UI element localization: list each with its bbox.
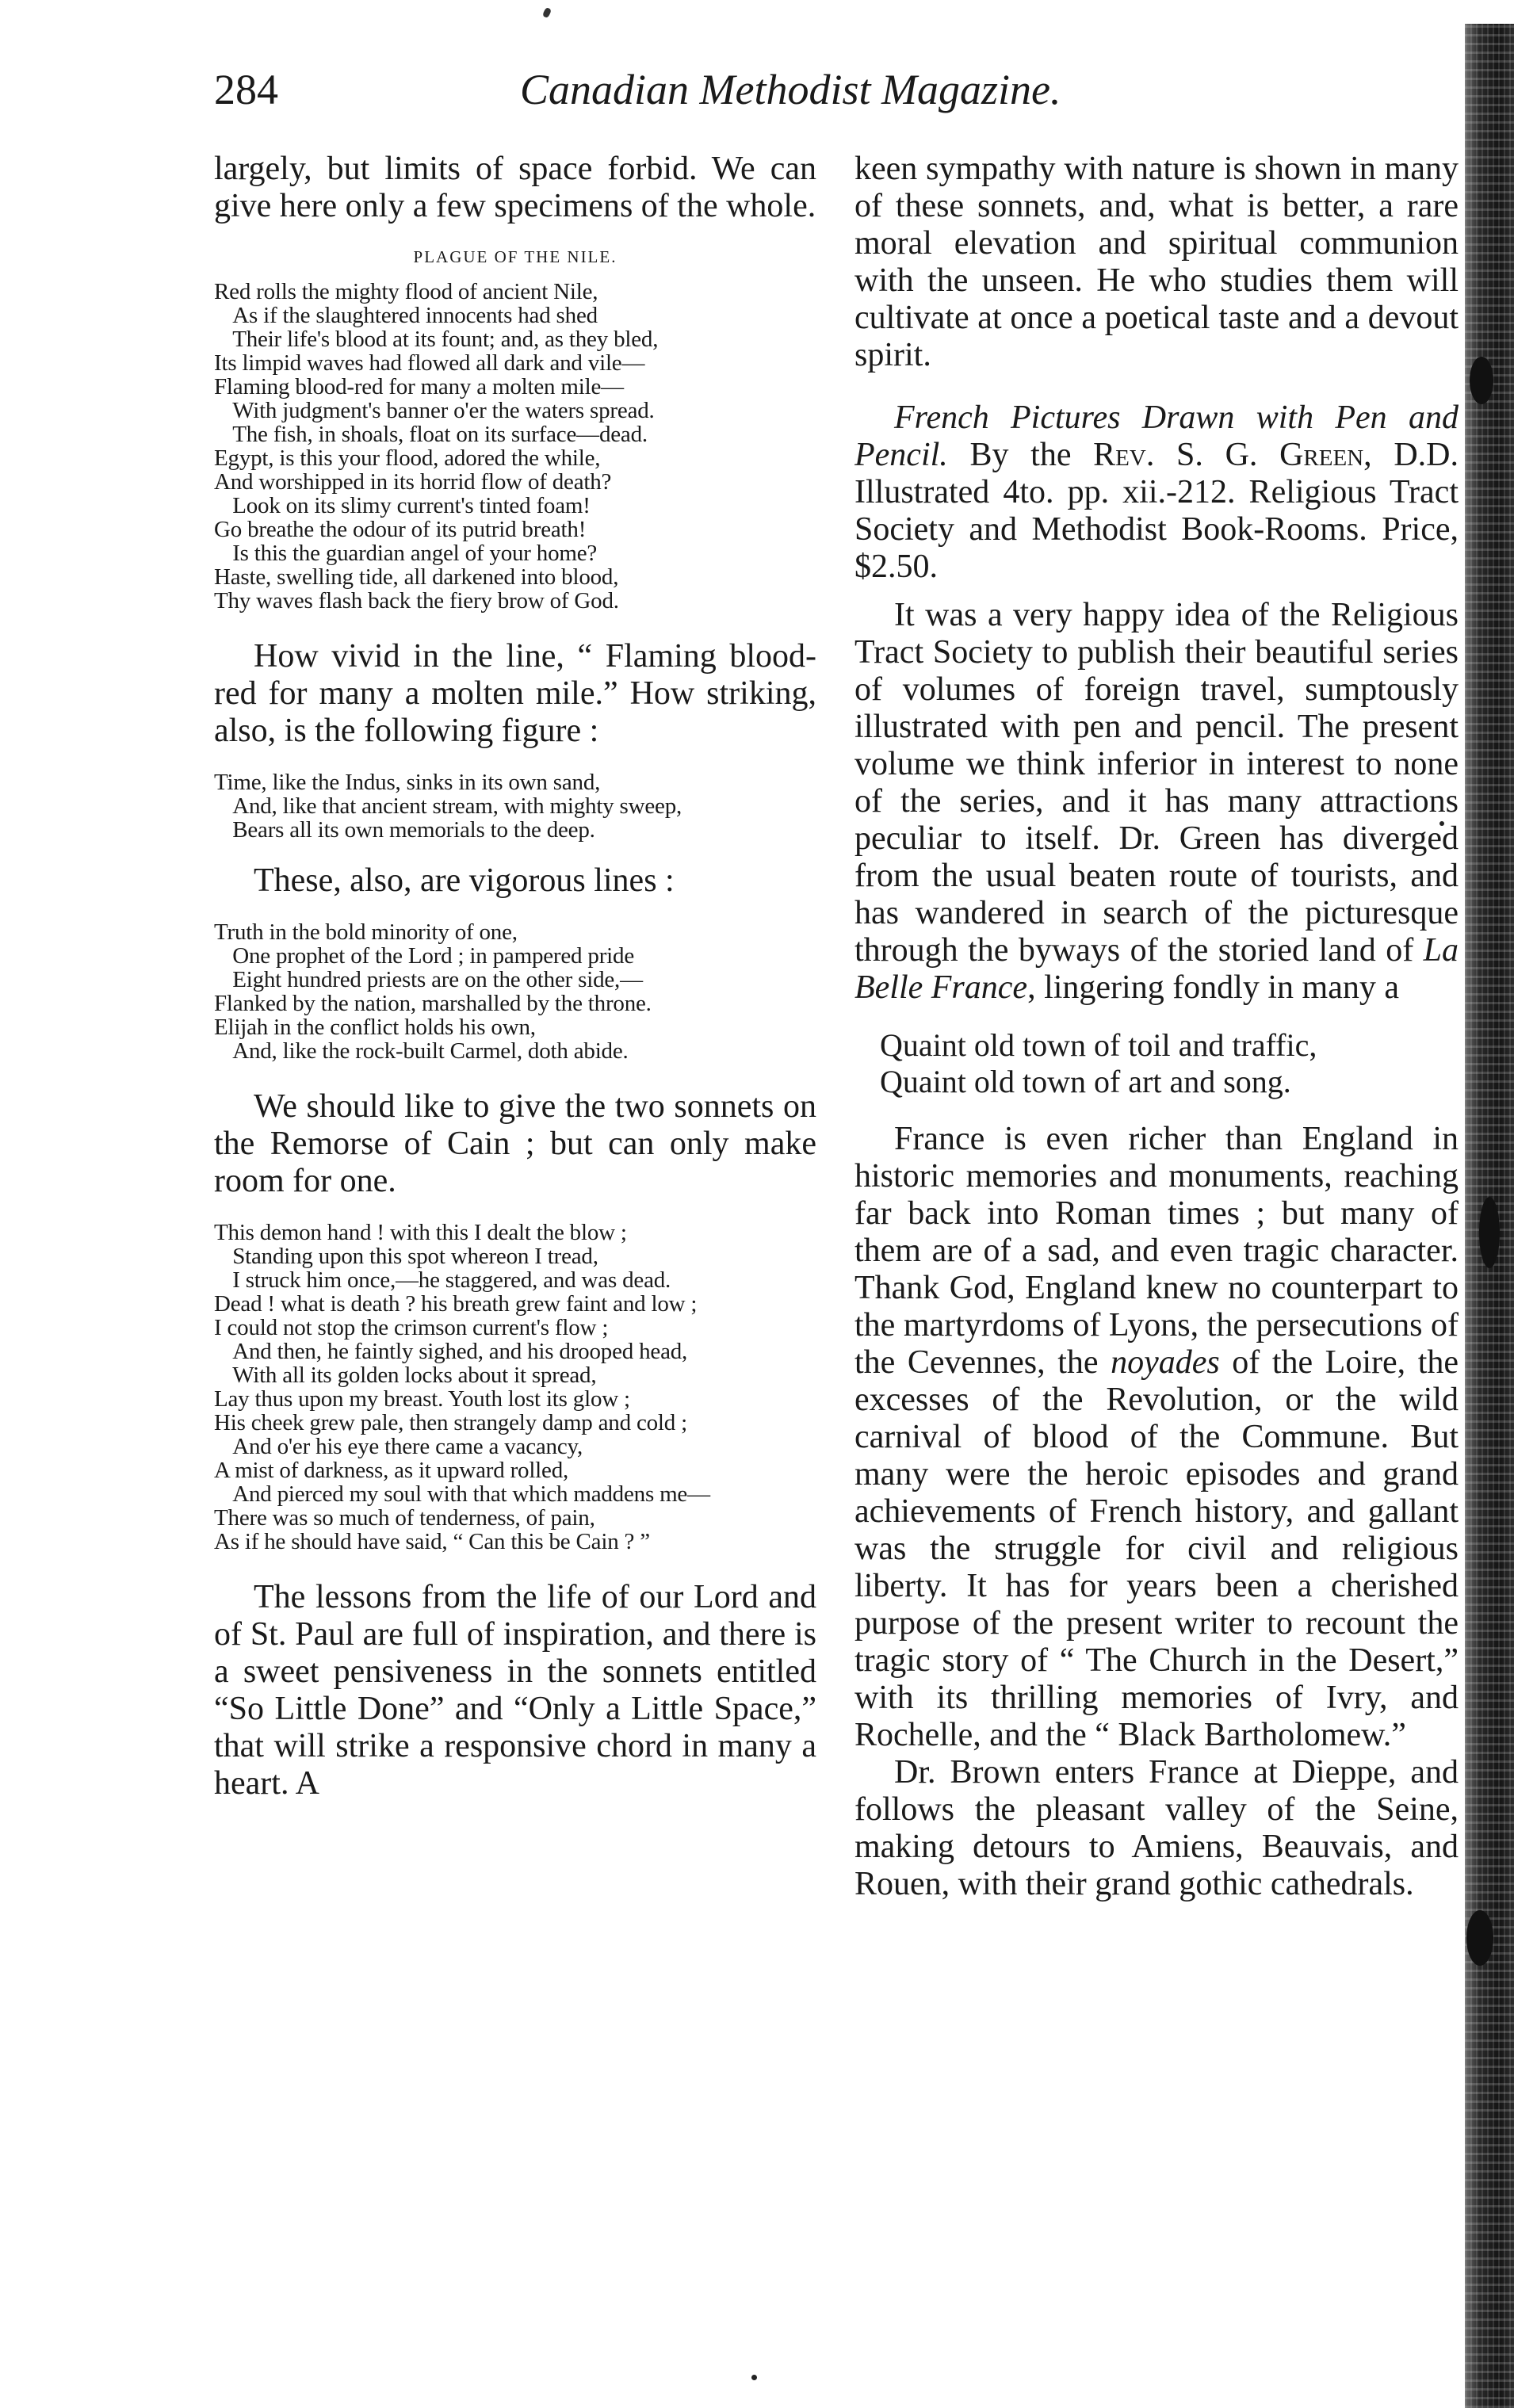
running-title: Canadian Methodist Magazine.: [520, 66, 1061, 113]
left-column: [214, 151, 816, 2394]
scan-dark-edge: [1465, 24, 1514, 2408]
scan-smudge: [1466, 1910, 1493, 1966]
paragraph: [854, 597, 1459, 1007]
verse-line: With judgment's banner o'er the waters spread.: [232, 398, 655, 423]
verse-line: Egypt, is this your flood, adored the while,: [214, 445, 601, 471]
paragraph: Dr. Brown enters France at Dieppe, and follows the pleasant valley of the Seine, making detours to Amiens, Beauvais, and Rouen, with their grand gothic cathedrals.: [854, 1754, 1459, 1902]
verse-line: One prophet of the Lord ; in pampered pride: [232, 943, 634, 969]
book-title: French Pictures Drawn with Pen and Pencil.: [854, 399, 1459, 473]
verse-line: This demon hand ! with this I dealt the blow ;: [214, 1220, 627, 1245]
paragraph: How vivid in the line, “ Flaming blood-red for many a molten mile.” How striking, also, is the following figure :: [214, 638, 816, 749]
text-run: France is even richer than England in historic memories and monuments, reaching far back into Roman times ; but many of them are of a sad, and even tragic character. Thank God, England knew no counterpart to the martyrdoms of Lyons, the persecutions of the Cevennes, the: [854, 1121, 1459, 1381]
verse-line: There was so much of tenderness, of pain,: [214, 1505, 595, 1531]
verse-line: His cheek grew pale, then strangely damp and cold ;: [214, 1410, 687, 1435]
verse-quote: [854, 1027, 1459, 1100]
verse-line: And o'er his eye there came a vacancy,: [232, 1434, 583, 1459]
book-details: Illustrated 4to. pp. xii.-212. Religious Tract Society and Methodist Book-Rooms. Price, $2.50.: [854, 474, 1459, 585]
verse-line: Quaint old town of art and song.: [880, 1064, 1291, 1099]
text-run: It was a very happy idea of the Religious Tract Society to publish their beautiful series of volumes of foreign travel, sumptously illustrated with pen and pencil. The present volume we think inferior in interest to none of the series, and it has many attractions peculiar to itself. Dr. Green has diverged from the usual beaten route of tourists, and has wandered in search of the picturesque through the byways of the storied land of: [854, 597, 1459, 969]
verse-line: Their life's blood at its fount; and, as they bled,: [232, 327, 659, 352]
verse-line: As if he should have said, “ Can this be Cain ? ”: [214, 1529, 650, 1554]
text-run-italic: La Belle France: [854, 932, 1459, 1006]
page-header: [214, 65, 1165, 128]
verse-line: Quaint old town of toil and traffic,: [880, 1027, 1317, 1063]
text-run: of the Loire, the excesses of the Revolution, or the wild carnival of blood of the Commune. But many were the heroic episodes and grand achievements of French history, and gallant was the struggle for civil and religious liberty. It has for years been a cherished purpose of the present writer to recount the tragic story of “ The Church in the Desert,” with its thrilling memories of Ivry, and Rochelle, and the “ Black Bartholomew.”: [854, 1344, 1459, 1753]
verse-line: I could not stop the crimson current's flow ;: [214, 1315, 609, 1340]
page-number: 284: [214, 66, 278, 113]
scan-smudge: [1479, 1197, 1500, 1268]
verse-line: Bears all its own memorials to the deep.: [232, 817, 595, 843]
verse-line: I struck him once,—he staggered, and was dead.: [232, 1267, 671, 1293]
verse-line: Flaming blood-red for many a molten mile—: [214, 374, 624, 399]
poem-truth-in-the-bold-minority: [214, 920, 816, 1063]
paragraph: We should like to give the two sonnets on the Remorse of Cain ; but can only make room for one.: [214, 1088, 816, 1199]
verse-line: And, like the rock-built Carmel, doth abide.: [232, 1038, 629, 1064]
verse-line: Lay thus upon my breast. Youth lost its glow ;: [214, 1386, 630, 1412]
verse-line: As if the slaughtered innocents had shed: [232, 303, 598, 328]
poem-time-like-the-indus: [214, 770, 816, 842]
verse-line: And then, he faintly sighed, and his drooped head,: [232, 1339, 688, 1364]
ink-speck: [542, 7, 552, 18]
verse-line: Thy waves flash back the fiery brow of God.: [214, 588, 619, 613]
verse-line: Elijah in the conflict holds his own,: [214, 1015, 536, 1040]
paragraph: These, also, are vigorous lines :: [254, 862, 675, 899]
verse-line: Go breathe the odour of its putrid breath!: [214, 517, 587, 542]
paragraph: keen sympathy with nature is shown in many of these sonnets, and, what is better, a rare moral elevation and spiritual communion with the unseen. He who studies them will cultivate at once a poetical taste and a devout spirit.: [854, 151, 1459, 373]
verse-line: Dead ! what is death ? his breath grew faint and low ;: [214, 1291, 698, 1317]
verse-line: And pierced my soul with that which maddens me—: [232, 1481, 710, 1507]
poem-remorse-of-cain: [214, 1221, 816, 1554]
book-review-heading: [854, 399, 1459, 586]
poem-title: PLAGUE OF THE NILE.: [413, 247, 617, 266]
verse-line: Haste, swelling tide, all darkened into blood,: [214, 564, 619, 590]
verse-line: Red rolls the mighty flood of ancient Nile,: [214, 279, 598, 304]
verse-line: Flanked by the nation, marshalled by the throne.: [214, 991, 652, 1016]
verse-line: Truth in the bold minority of one,: [214, 919, 518, 945]
verse-line: Look on its slimy current's tinted foam!: [232, 493, 591, 518]
verse-line: Eight hundred priests are on the other side,—: [232, 967, 643, 992]
book-author: Rev. S. G. Green, D.D.: [1093, 437, 1459, 473]
verse-line: Is this the guardian angel of your home?: [232, 541, 598, 566]
paragraph: [854, 1121, 1459, 1754]
verse-line: And, like that ancient stream, with mighty sweep,: [232, 793, 682, 819]
poem-plague-of-the-nile: [214, 280, 816, 613]
right-column: [854, 151, 1459, 2394]
verse-line: Its limpid waves had flowed all dark and vile—: [214, 350, 645, 376]
verse-line: The fish, in shoals, float on its surface—dead.: [232, 422, 648, 447]
verse-line: And worshipped in its horrid flow of death?: [214, 469, 612, 495]
verse-line: Standing upon this spot whereon I tread,: [232, 1244, 598, 1269]
verse-line: A mist of darkness, as it upward rolled,: [214, 1458, 569, 1483]
verse-line: With all its golden locks about it spread,: [232, 1363, 597, 1388]
scan-smudge: [1470, 357, 1493, 404]
paragraph: The lessons from the life of our Lord and of St. Paul are full of inspiration, and there is a sweet pensiveness in the sonnets entitled “So Little Done” and “Only a Little Space,” that will strike a responsive chord in many a heart. A: [214, 1579, 816, 1802]
book-by: By the: [947, 437, 1094, 473]
text-run-italic: noyades: [1111, 1344, 1220, 1381]
paragraph: largely, but limits of space forbid. We can give here only a few specimens of the whole.: [214, 151, 816, 224]
text-run: , lingering fondly in many a: [1027, 969, 1399, 1006]
verse-line: Time, like the Indus, sinks in its own sand,: [214, 770, 601, 795]
